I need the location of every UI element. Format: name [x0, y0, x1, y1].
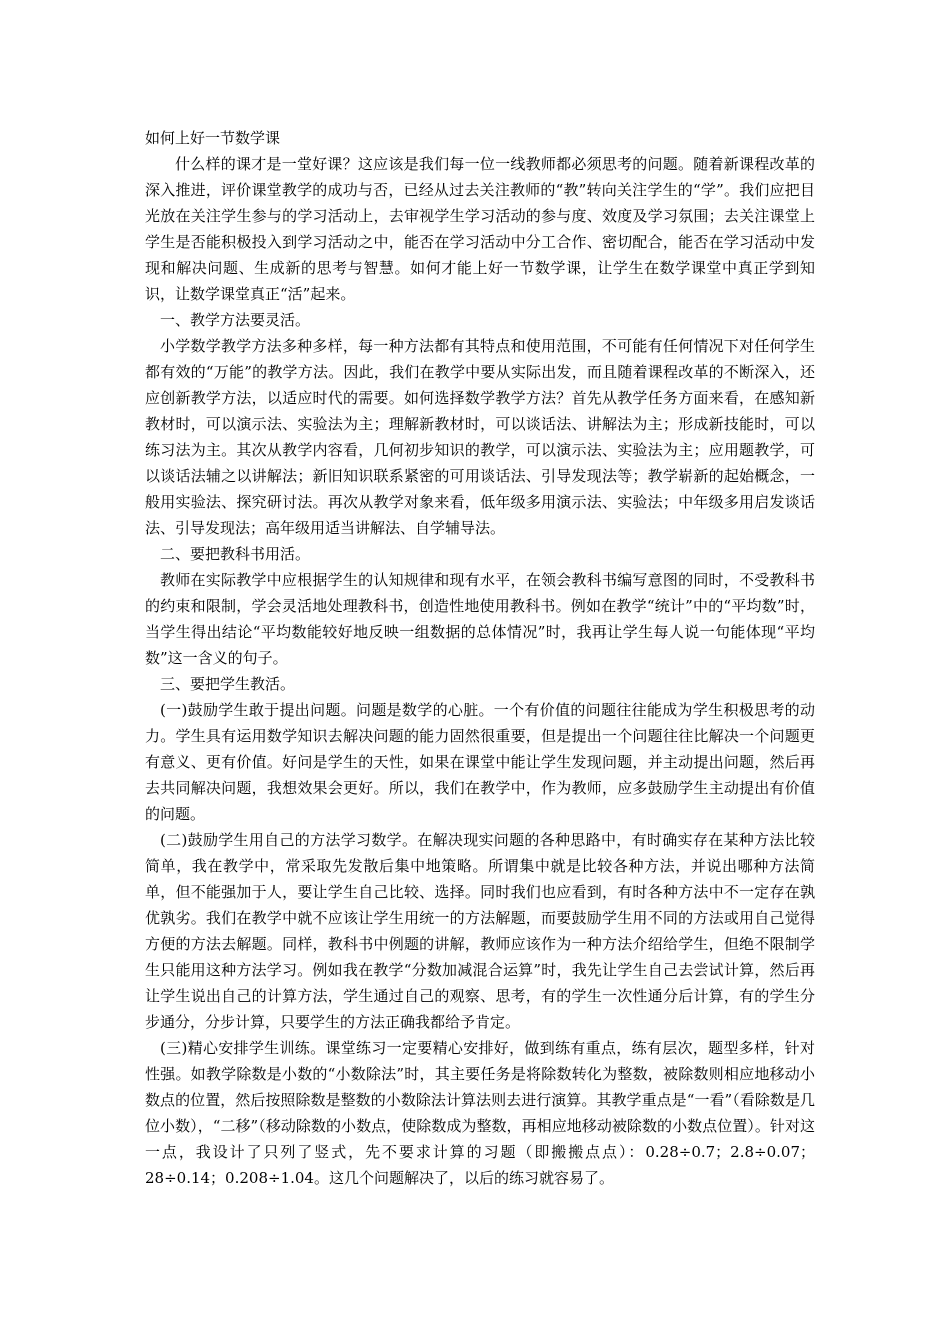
- section-2-paragraph: 教师在实际教学中应根据学生的认知规律和现有水平，在领会教科书编写意图的同时，不受教科书的约束和限制，学会灵活地处理教科书，创造性地使用教科书。例如在教学“统计”中的“平均数”时，当学生得出结论“平均数能较好地反映一组数据的总体情况”时，我再让学生每人说一句能体现“平均数”这一含义的句子。: [145, 571, 815, 667]
- section-1-paragraph: 小学数学教学方法多种多样，每一种方法都有其特点和使用范围，不可能有任何情况下对任何学生都有效的“万能”的教学方法。因此，我们在教学中要从实际出发，而且随着课程改革的不断深入，还应创新教学方法，以适应时代的需要。如何选择数学教学方法？首先从教学任务方面来看，在感知新教材时，可以演示法、实验法为主；理解新教材时，可以谈话法、讲解法为主；形成新技能时，可以练习法为主。其次从教学内容看，几何初步知识的教学，可以演示法、实验法为主；应用题教学，可以谈话法辅之以讲解法；新旧知识联系紧密的可用谈话法、引导发现法等；教学崭新的起始概念，一般用实验法、探究研讨法。再次从教学对象来看，低年级多用演示法、实验法；中年级多用启发谈话法、引导发现法；高年级用适当讲解法、自学辅导法。: [145, 337, 815, 537]
- document-page: [145, 125, 815, 1191]
- section-2-heading: 二、要把教科书用活。: [160, 545, 311, 563]
- section-3-paragraph-1: (一)鼓励学生敢于提出问题。问题是数学的心脏。一个有价值的问题往往能成为学生积极思考的动力。学生具有运用数学知识去解决问题的能力固然很重要，但是提出一个问题往往比解决一个问题更有意义、更有价值。好问是学生的天性，如果在课堂中能让学生发现问题，并主动提出问题，然后再去共同解决问题，我想效果会更好。所以，我们在教学中，作为教师，应多鼓励学生主动提出有价值的问题。: [145, 701, 815, 823]
- section-3-heading: 三、要把学生教活。: [160, 675, 296, 693]
- intro-paragraph: 什么样的课才是一堂好课？这应该是我们每一位一线教师都必须思考的问题。随着新课程改革的深入推进，评价课堂教学的成功与否，已经从过去关注教师的“教”转向关注学生的“学”。我们应把目光放在关注学生参与的学习活动上，去审视学生学习活动的参与度、效度及学习氛围；去关注课堂上学生是否能积极投入到学习活动之中，能否在学习活动中分工合作、密切配合，能否在学习活动中发现和解决问题、生成新的思考与智慧。如何才能上好一节数学课，让学生在数学课堂中真正学到知识，让数学课堂真正“活”起来。: [145, 155, 815, 303]
- section-1-heading: 一、教学方法要灵活。: [160, 311, 311, 329]
- document-title: 如何上好一节数学课: [145, 129, 281, 147]
- section-3-paragraph-2: (二)鼓励学生用自己的方法学习数学。在解决现实问题的各种思路中，有时确实存在某种方法比较简单，我在教学中，常采取先发散后集中地策略。所谓集中就是比较各种方法，并说出哪种方法简单，但不能强加于人，要让学生自己比较、选择。同时我们也应看到，有时各种方法中不一定存在孰优孰劣。我们在教学中就不应该让学生用统一的方法解题，而要鼓励学生用不同的方法或用自己觉得方便的方法去解题。同样，教科书中例题的讲解，教师应该作为一种方法介绍给学生，但绝不限制学生只能用这种方法学习。例如我在教学“分数加减混合运算”时，我先让学生自己去尝试计算，然后再让学生说出自己的计算方法，学生通过自己的观察、思考，有的学生一次性通分后计算，有的学生分步通分，分步计算，只要学生的方法正确我都给予肯定。: [145, 831, 815, 1031]
- section-3-paragraph-3: (三)精心安排学生训练。课堂练习一定要精心安排好，做到练有重点，练有层次，题型多样，针对性强。如教学除数是小数的“小数除法”时，其主要任务是将除数转化为整数，被除数则相应地移动小数点的位置，然后按照除数是整数的小数除法计算法则去进行演算。其教学重点是“一看”（看除数是几位小数），“二移”（移动除数的小数点，使除数成为整数，再相应地移动被除数的小数点位置）。针对这一点，我设计了只列了竖式，先不要求计算的习题（即搬搬点点）：0.28÷0.7；2.8÷0.07；28÷0.14；0.208÷1.04。这几个问题解决了，以后的练习就容易了。: [145, 1039, 815, 1187]
